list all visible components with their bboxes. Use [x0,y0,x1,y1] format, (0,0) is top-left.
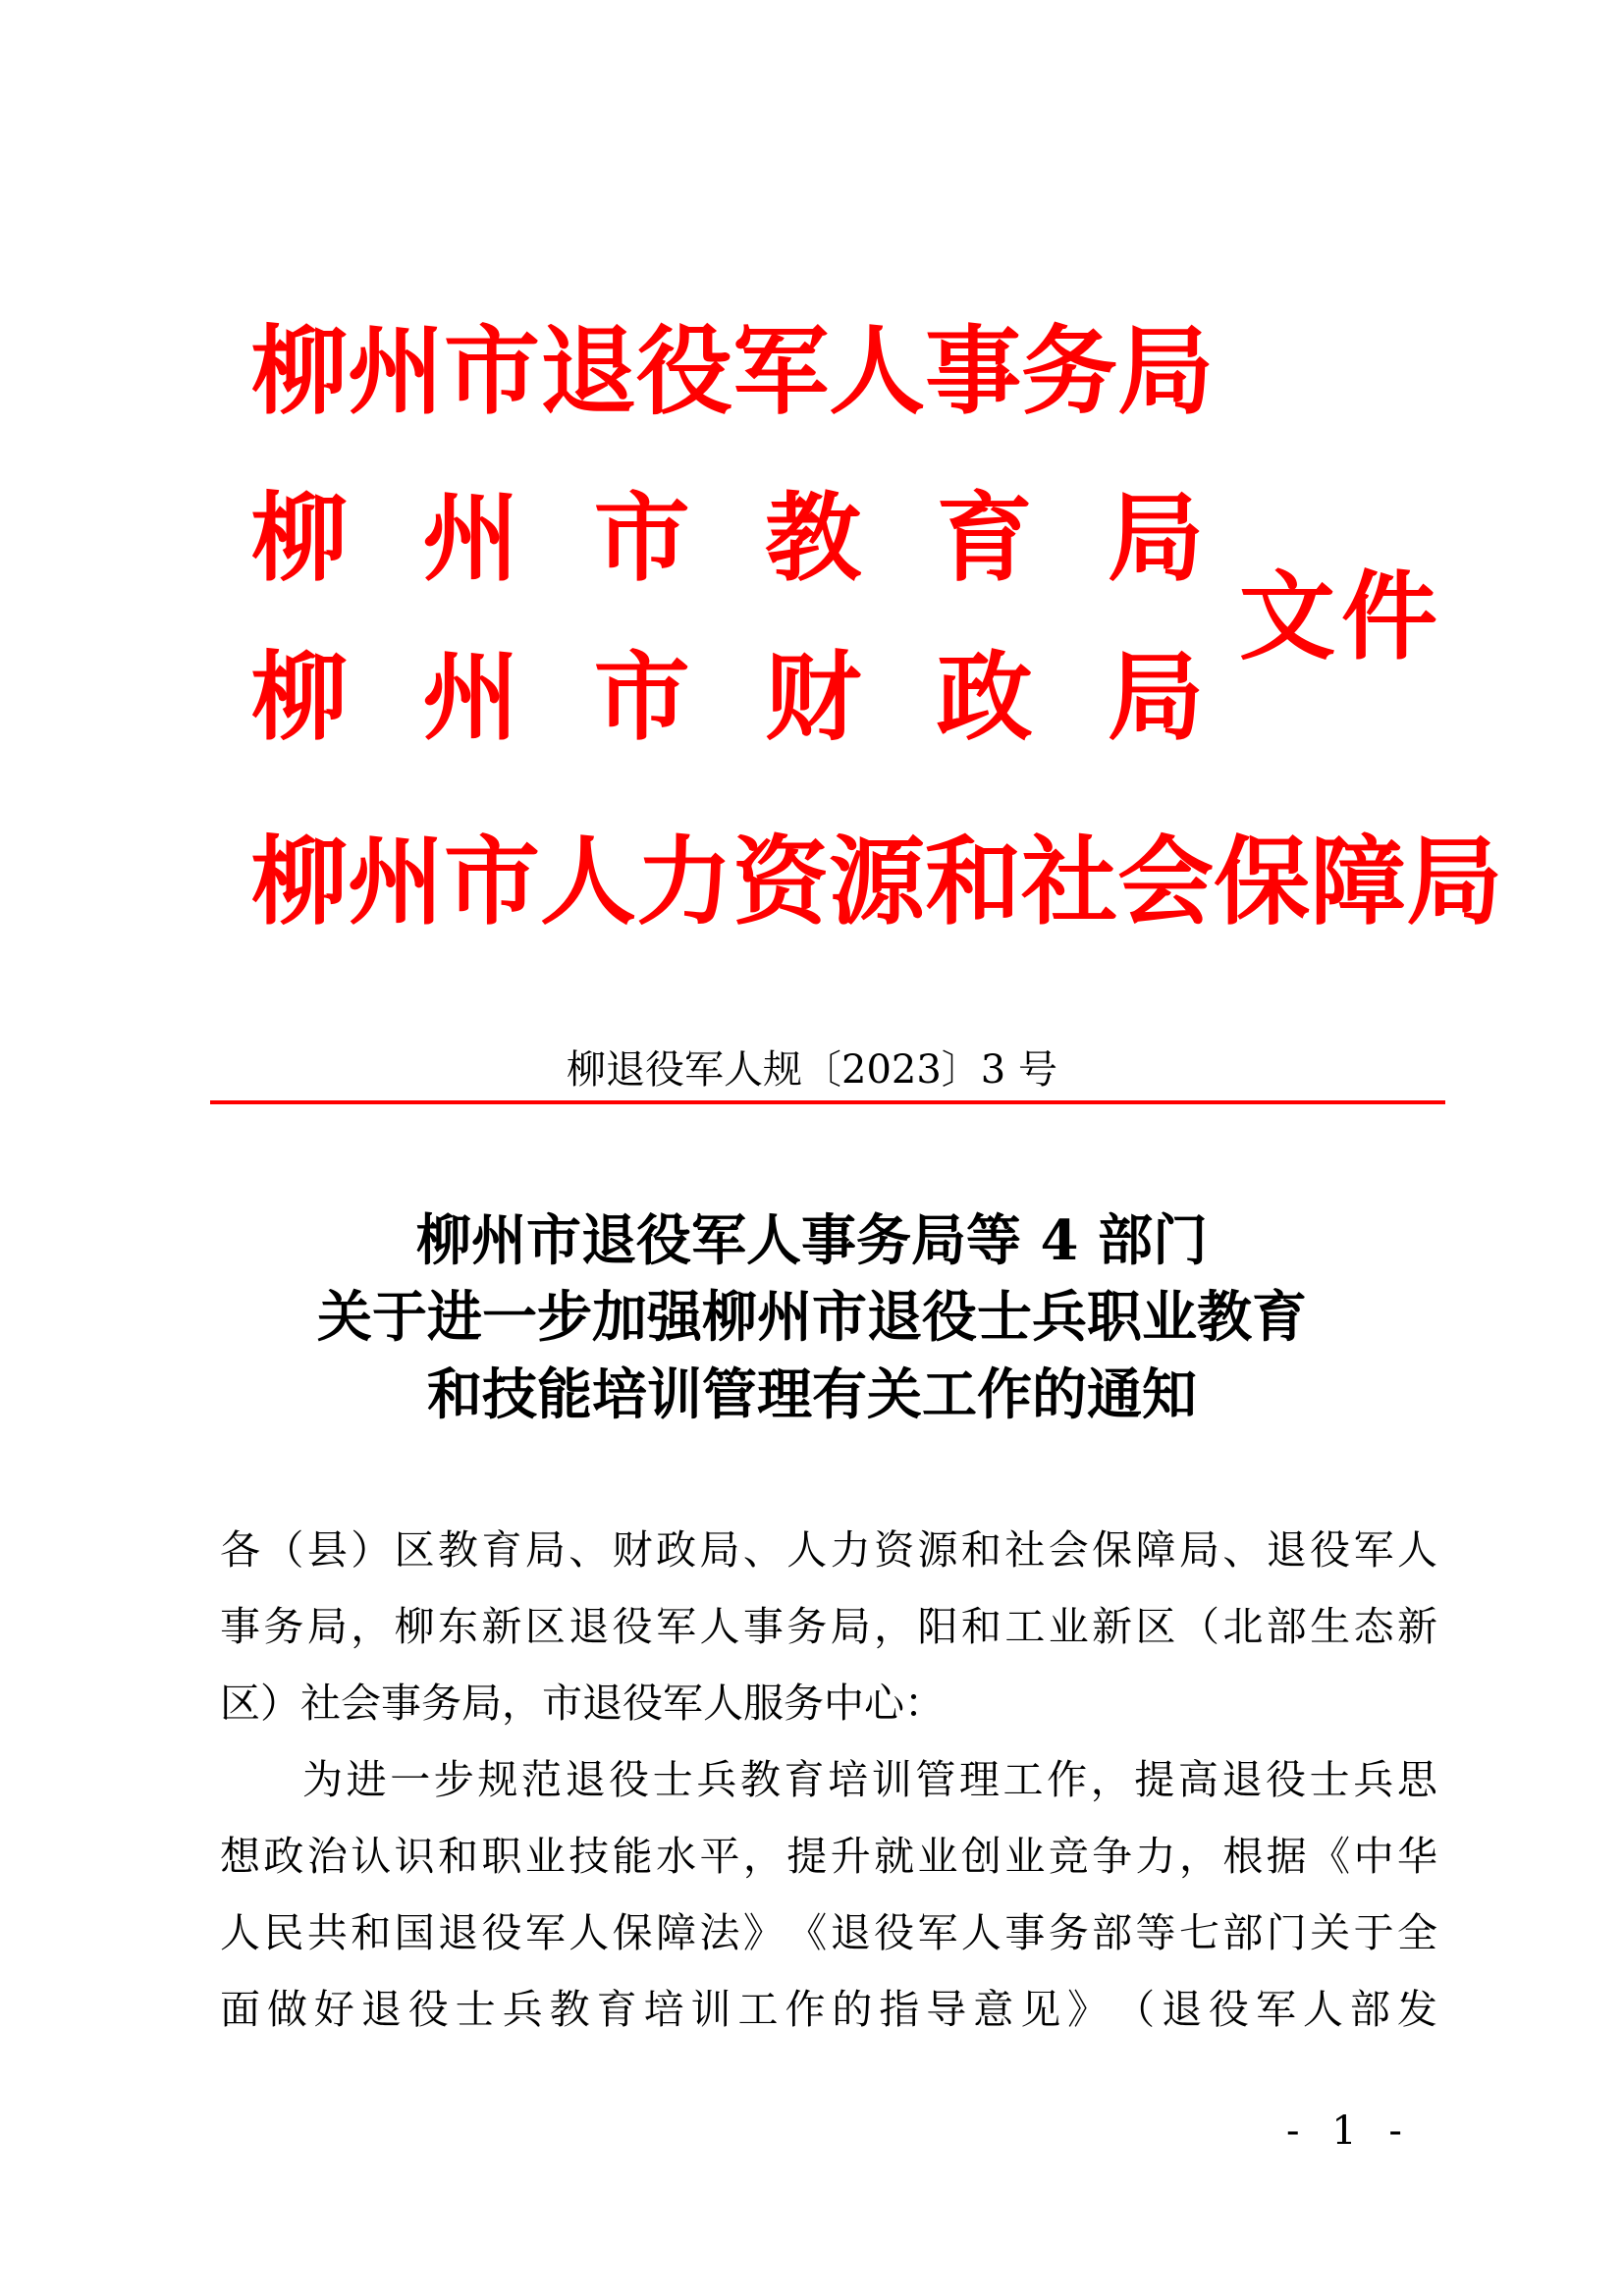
org-char: 局 [1117,315,1215,428]
org-char: 市 [444,826,541,938]
addressee-block [220,1512,1437,1741]
org-char: 柳 [251,315,349,428]
addressee-line: 区 ） 社 会 事 务 局 ， 市 退 役 军 人 服 务 中 心 ： [220,1680,945,1727]
org-char: 育 [936,482,1033,595]
body-text [220,1512,1437,2048]
issuing-org-education [251,482,1204,595]
notice-title [0,1202,1624,1433]
org-char: 市 [593,641,690,754]
paragraph-line: 为 进 一 步 规 范 退 役 士 兵 教 育 培 训 管 理 工 作 ， 提 高 退 役 士 兵 思 [302,1756,1437,1803]
org-char: 障 [1310,826,1407,938]
document-number: 柳退役军人规〔2023〕3 号 [567,1047,1057,1093]
org-char: 柳 [251,482,349,595]
org-char: 和 [925,826,1022,938]
org-char: 教 [765,482,862,595]
org-char: 社 [1021,826,1118,938]
org-char: 务 [1021,315,1118,428]
org-char: 人 [540,826,637,938]
org-char: 市 [444,315,541,428]
body-paragraph [220,1741,1437,2048]
org-char: 保 [1214,826,1311,938]
org-char: 军 [732,315,830,428]
issuing-org-veterans-affairs [251,315,1215,428]
org-char: 役 [636,315,733,428]
issuing-org-finance [251,641,1204,754]
org-char: 柳 [251,641,349,754]
org-char: 资 [732,826,830,938]
page-number: - 1 - [1286,2109,1412,2154]
paragraph-line: 面 做 好 退 役 士 兵 教 育 培 训 工 作 的 指 导 意 见 》 （ 退 役 军 人 部 发 [220,1986,1437,2033]
org-char: 源 [829,826,926,938]
org-char: 局 [1107,482,1204,595]
org-char: 州 [348,315,445,428]
org-char: 州 [348,826,445,938]
org-char: 政 [936,641,1033,754]
org-char: 市 [593,482,690,595]
org-char: 退 [540,315,637,428]
org-char: 人 [829,315,926,428]
org-char: 州 [422,641,519,754]
paragraph-line: 人 民 共 和 国 退 役 军 人 保 障 法 》 《 退 役 军 人 事 务 部 等 七 部 门 关 于 全 [220,1909,1437,1956]
org-char: 力 [636,826,733,938]
red-divider-line [210,1100,1445,1104]
org-char: 会 [1117,826,1215,938]
notice-title-line-1: 柳州市退役军人事务局等 4 部门 [416,1208,1208,1273]
issuing-org-human-resources [251,826,1503,938]
notice-title-line-2: 关于进一步加强柳州市退役士兵职业教育 [317,1285,1307,1351]
document-suffix: 文件 [1239,561,1444,673]
org-char: 局 [1406,826,1503,938]
addressee-line: 各 （ 县 ） 区 教 育 局 、 财 政 局 、 人 力 资 源 和 社 会 保 障 局 、 退 役 军 人 [220,1526,1437,1574]
org-char: 局 [1107,641,1204,754]
org-char: 柳 [251,826,349,938]
org-char: 事 [925,315,1022,428]
paragraph-line: 想 政 治 认 识 和 职 业 技 能 水 平 ， 提 升 就 业 创 业 竞 争 力 ， 根 据 《 中 华 [220,1833,1437,1880]
org-char: 州 [422,482,519,595]
notice-title-line-3: 和技能培训管理有关工作的通知 [427,1362,1197,1427]
org-char: 财 [765,641,862,754]
addressee-line: 事 务 局 ， 柳 东 新 区 退 役 军 人 事 务 局 ， 阳 和 工 业 新 区 （ 北 部 生 态 新 [220,1603,1437,1650]
